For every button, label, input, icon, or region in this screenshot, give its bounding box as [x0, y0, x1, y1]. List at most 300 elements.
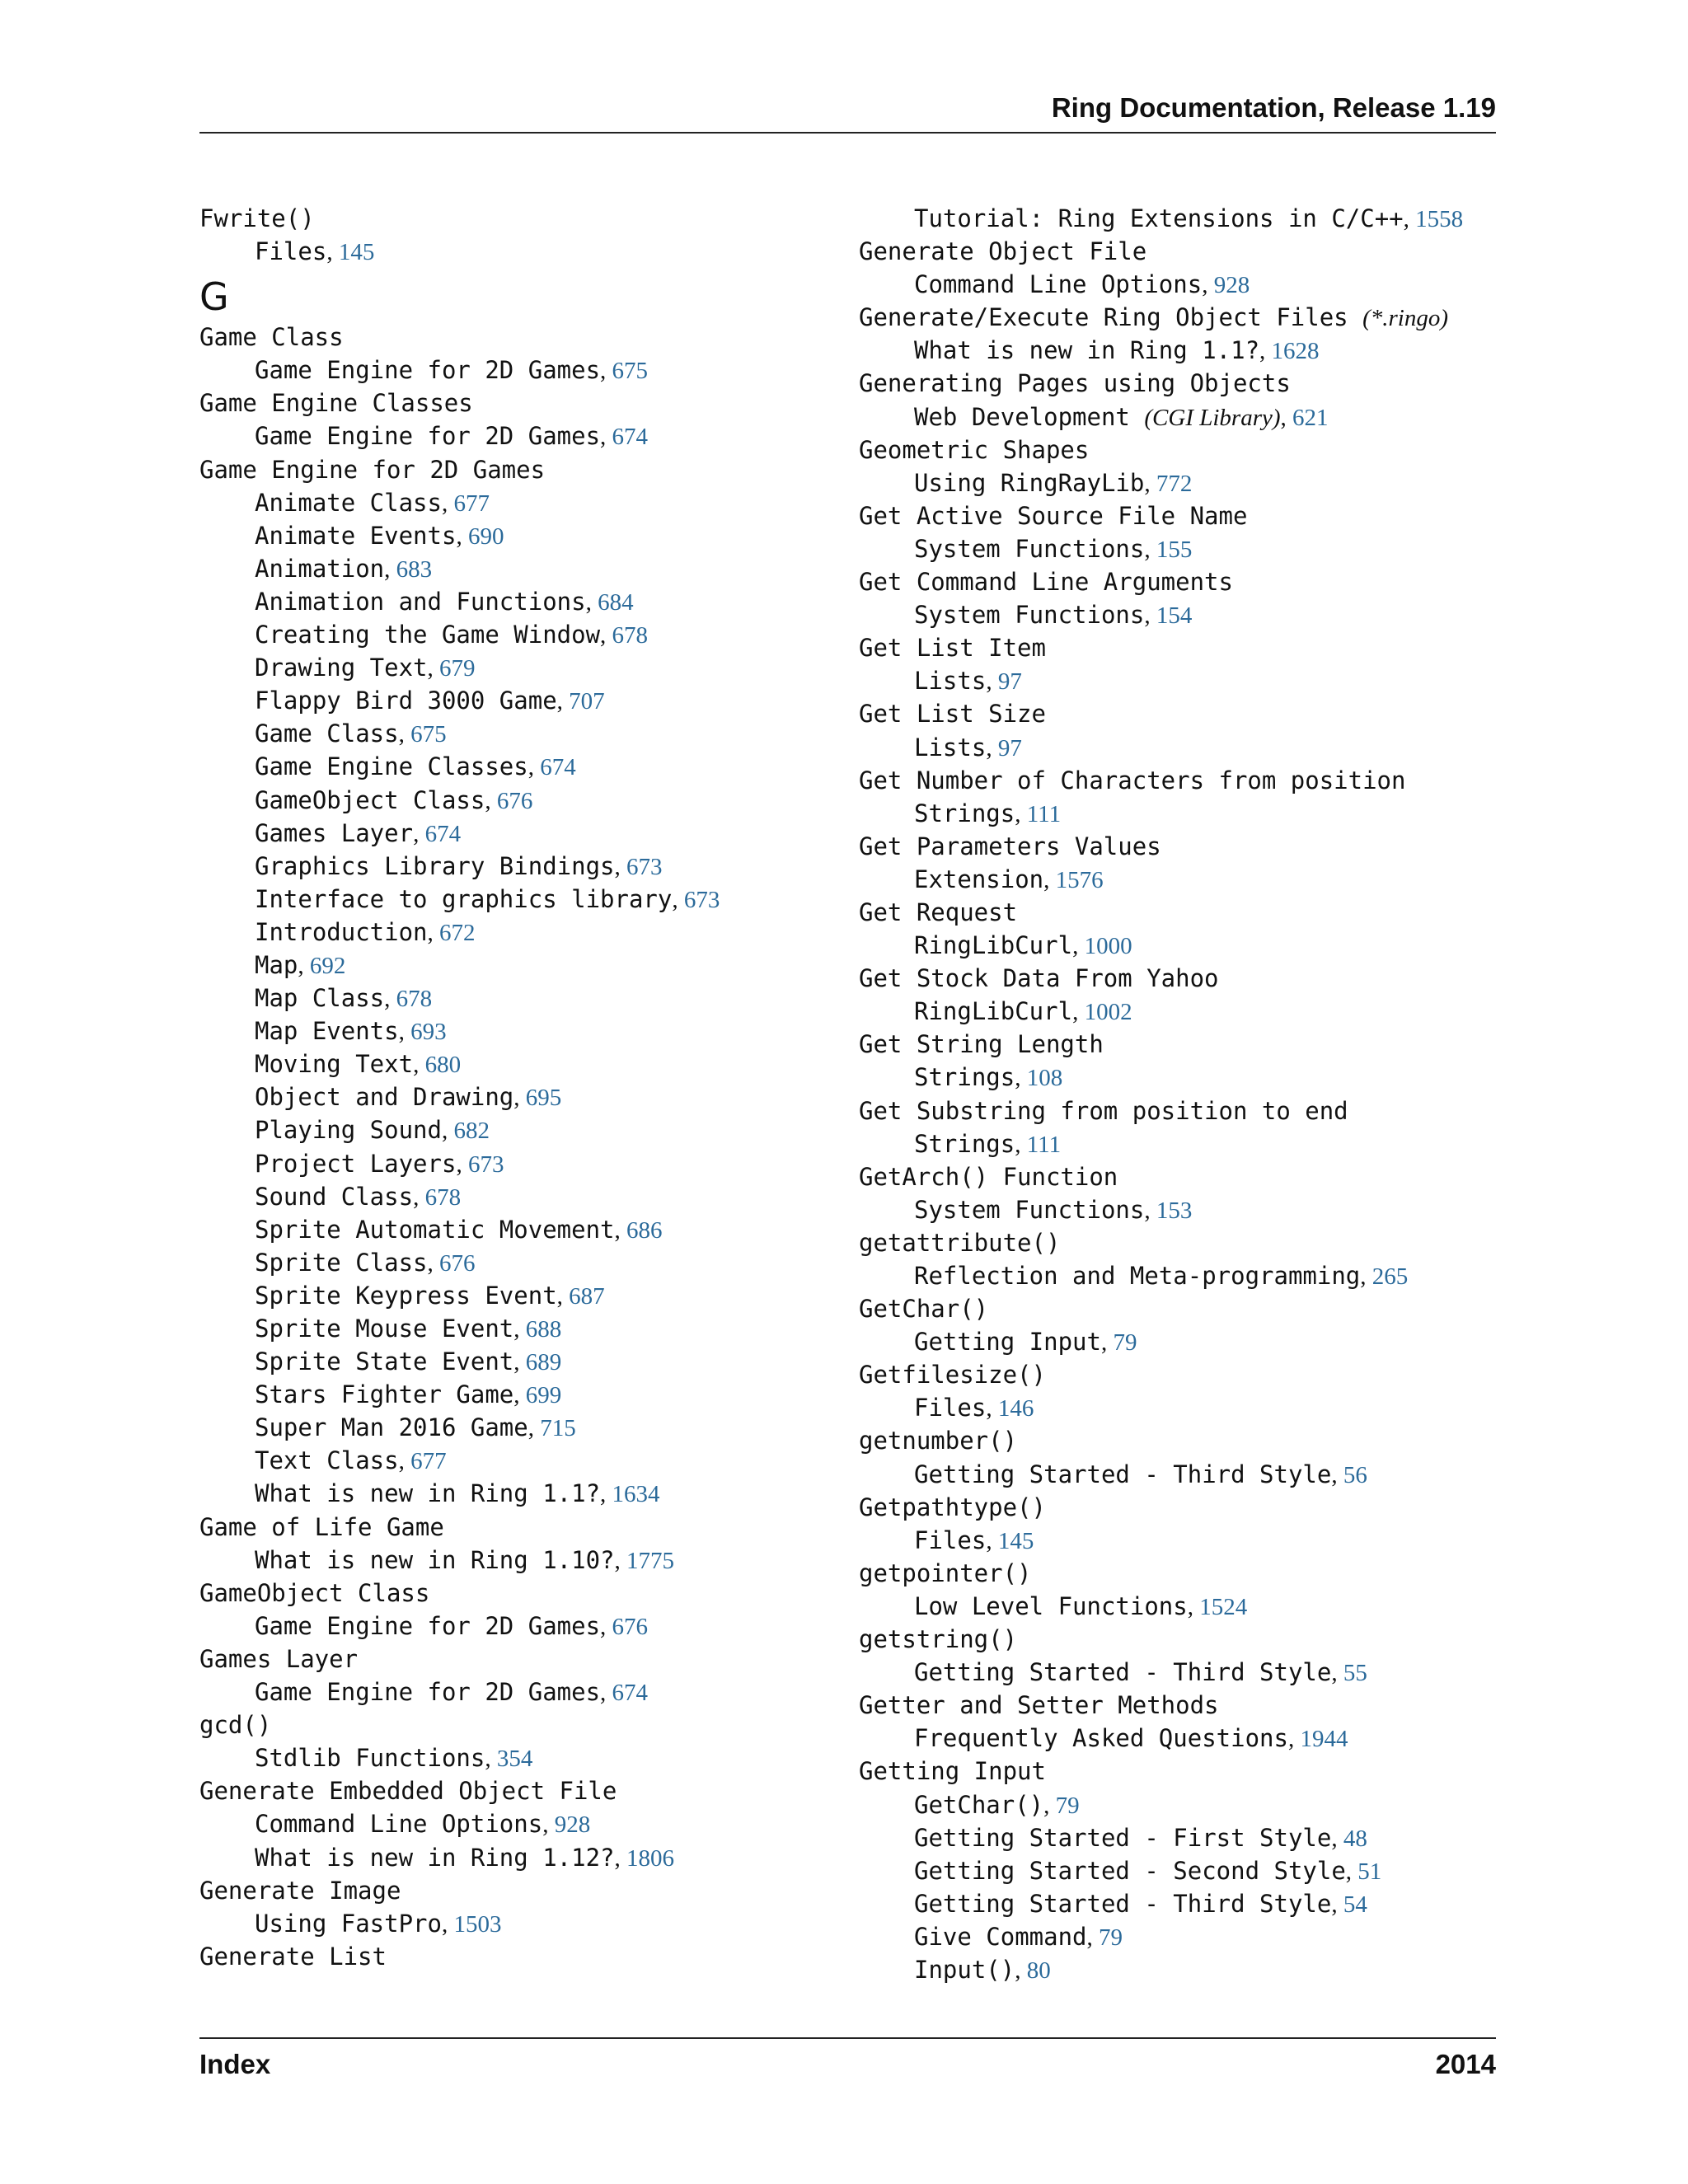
- entry-separator: ,: [485, 787, 497, 814]
- index-subentry: [859, 1391, 1502, 1424]
- index-subentry: [199, 1279, 834, 1312]
- index-subentry: [859, 1061, 1502, 1094]
- entry-term: Drawing Text: [255, 654, 428, 682]
- entry-term: Extension: [914, 865, 1044, 893]
- page-link[interactable]: 683: [396, 555, 433, 583]
- entry-separator: ,: [986, 734, 998, 762]
- index-subentry: [199, 1147, 834, 1180]
- index-subentry: [859, 1854, 1502, 1887]
- entry-separator: ,: [1202, 272, 1214, 299]
- index-subentry: [199, 651, 834, 684]
- index-entry: [859, 1689, 1502, 1722]
- index-subentry: [199, 1841, 834, 1874]
- index-subentry: [199, 419, 834, 452]
- page-link[interactable]: 689: [525, 1349, 562, 1376]
- index-column-left: [199, 202, 834, 1973]
- entry-term: Super Man 2016 Game: [255, 1413, 528, 1442]
- index-entry: [859, 1028, 1502, 1061]
- index-subentry: [199, 486, 834, 519]
- entry-term: Lists: [914, 667, 987, 696]
- entry-separator: ,: [986, 1395, 998, 1422]
- entry-separator: ,: [513, 1382, 526, 1409]
- entry-separator: ,: [441, 1910, 454, 1938]
- page-link[interactable]: 154: [1156, 602, 1193, 630]
- index-subentry: [199, 1610, 834, 1643]
- index-entry: [859, 1557, 1502, 1590]
- page-link[interactable]: 676: [439, 1249, 476, 1277]
- index-subentry: [859, 334, 1502, 367]
- page-link[interactable]: 155: [1156, 536, 1193, 563]
- index-subentry: [199, 585, 834, 618]
- entry-separator: ,: [1086, 1924, 1100, 1951]
- entry-separator: ,: [986, 1527, 998, 1554]
- entry-term: Get Stock Data From Yahoo: [859, 964, 1219, 993]
- entry-term: Files: [914, 1526, 987, 1554]
- entry-term: Getting Started - Third Style: [914, 1889, 1332, 1918]
- index-entry: [859, 896, 1502, 929]
- page-link[interactable]: 1806: [626, 1844, 674, 1872]
- index-entry: [199, 1940, 834, 1973]
- entry-separator: ,: [614, 1844, 626, 1872]
- entry-separator: ,: [600, 1613, 612, 1640]
- entry-separator: ,: [1360, 1263, 1372, 1290]
- footer-page-number: 2014: [1435, 2049, 1496, 2079]
- entry-term: Creating the Game Window: [255, 621, 601, 649]
- page-link[interactable]: 79: [1099, 1924, 1123, 1951]
- index-subentry: [199, 750, 834, 783]
- entry-term: Game Engine Classes: [255, 752, 528, 781]
- entry-separator: ,: [384, 986, 396, 1013]
- entry-term: Interface to graphics library: [255, 884, 673, 913]
- index-entry: [199, 321, 834, 354]
- entry-term: Get List Item: [859, 634, 1046, 663]
- index-subentry: [199, 1544, 834, 1577]
- entry-term: Animate Events: [255, 521, 457, 550]
- entry-term: Getfilesize(): [859, 1361, 1046, 1390]
- entry-term: GetChar(): [859, 1295, 989, 1324]
- entry-term: Getting Input: [914, 1328, 1101, 1357]
- entry-separator: ,: [1187, 1593, 1200, 1620]
- entry-term: Games Layer: [199, 1644, 359, 1673]
- index-subentry: [199, 1411, 834, 1444]
- index-entry: [859, 830, 1502, 863]
- index-entry: [199, 387, 834, 419]
- page-link[interactable]: 146: [997, 1395, 1034, 1422]
- page-link[interactable]: 97: [997, 668, 1022, 696]
- index-subentry: [859, 664, 1502, 697]
- index-subentry: [199, 982, 834, 1015]
- entry-term: Map Class: [255, 984, 385, 1013]
- page-link[interactable]: 48: [1343, 1825, 1367, 1852]
- page-link[interactable]: 928: [1213, 272, 1250, 299]
- index-subentry: [199, 1807, 834, 1840]
- entry-separator: ,: [456, 523, 468, 550]
- entry-term: Get Parameters Values: [859, 832, 1161, 860]
- page-link[interactable]: 928: [554, 1811, 591, 1839]
- page-link[interactable]: 679: [439, 655, 476, 682]
- page-link[interactable]: 674: [424, 820, 462, 847]
- page-link[interactable]: 1503: [453, 1910, 502, 1938]
- page-link[interactable]: 80: [1026, 1957, 1051, 1984]
- page-link[interactable]: 111: [1026, 800, 1062, 827]
- index-subentry: [859, 1788, 1502, 1821]
- entry-separator: ,: [427, 1249, 440, 1277]
- index-subentry: [859, 1524, 1502, 1557]
- index-subentry: [859, 1193, 1502, 1226]
- page-link[interactable]: 1775: [626, 1547, 674, 1574]
- page-link[interactable]: 715: [540, 1415, 576, 1442]
- entry-separator: ,: [1043, 1792, 1056, 1819]
- entry-term: GetChar(): [914, 1790, 1044, 1819]
- entry-separator: ,: [556, 688, 570, 715]
- entry-term: GetArch() Function: [859, 1162, 1118, 1191]
- entry-separator: ,: [1144, 1197, 1156, 1224]
- entry-term: Game Class: [255, 719, 399, 748]
- entry-term: Map: [255, 950, 298, 979]
- index-subentry: [199, 949, 834, 982]
- page-link[interactable]: 1634: [612, 1481, 660, 1508]
- index-subentry: [199, 519, 834, 552]
- entry-term: getattribute(): [859, 1228, 1061, 1257]
- page-link[interactable]: 707: [569, 688, 605, 715]
- entry-term: Generate List: [199, 1942, 387, 1971]
- entry-separator: ,: [600, 358, 612, 385]
- entry-term: Sprite Class: [255, 1248, 428, 1277]
- entry-term: Web Development: [914, 402, 1130, 431]
- entry-term: Files: [914, 1394, 987, 1422]
- entry-separator: ,: [1331, 1891, 1343, 1918]
- page-link[interactable]: 699: [525, 1382, 562, 1409]
- entry-term: Game of Life Game: [199, 1512, 444, 1541]
- entry-separator: ,: [614, 1216, 626, 1244]
- index-subentry: [859, 1656, 1502, 1689]
- page-link[interactable]: 108: [1026, 1065, 1063, 1092]
- index-subentry: [859, 1821, 1502, 1854]
- entry-term: gcd(): [199, 1711, 272, 1740]
- entry-separator: ,: [298, 952, 310, 979]
- index-entry: [199, 1643, 834, 1675]
- entry-term: Using FastPro: [255, 1909, 442, 1938]
- index-subentry: [199, 784, 834, 817]
- index-subentry: [199, 1345, 834, 1378]
- entry-term: Flappy Bird 3000 Game: [255, 687, 557, 715]
- page-link[interactable]: 111: [1026, 1131, 1062, 1158]
- index-subentry: [859, 401, 1502, 434]
- entry-term: Get Number of Characters from position: [859, 766, 1406, 794]
- entry-term: RingLibCurl: [914, 931, 1073, 960]
- entry-term: What is new in Ring 1.12?: [255, 1843, 615, 1872]
- entry-separator: ,: [1403, 206, 1416, 232]
- entry-separator: ,: [585, 588, 598, 616]
- entry-term: Get Substring from position to end: [859, 1096, 1348, 1125]
- index-entry: [199, 1577, 834, 1610]
- page-link[interactable]: 676: [612, 1613, 649, 1640]
- page-link[interactable]: 1524: [1199, 1593, 1248, 1620]
- index-subentry: [859, 929, 1502, 962]
- entry-term: Sound Class: [255, 1182, 414, 1211]
- index-entry: [859, 962, 1502, 995]
- index-entry: [199, 202, 834, 235]
- page-link[interactable]: 55: [1343, 1660, 1367, 1687]
- index-subentry: [859, 1259, 1502, 1292]
- page-link[interactable]: 1628: [1271, 338, 1320, 365]
- index-entry: [859, 1160, 1502, 1193]
- page-link[interactable]: 678: [396, 986, 433, 1013]
- entry-term: Get Active Source File Name: [859, 501, 1248, 530]
- page-link[interactable]: 79: [1113, 1329, 1137, 1357]
- entry-term: Get Request: [859, 898, 1018, 926]
- entry-separator: ,: [556, 1282, 570, 1310]
- entry-separator: ,: [513, 1085, 526, 1112]
- entry-term: Sprite Mouse Event: [255, 1315, 514, 1343]
- entry-term: getnumber(): [859, 1427, 1018, 1455]
- entry-separator: ,: [398, 1019, 411, 1046]
- page-link[interactable]: 693: [410, 1019, 447, 1046]
- entry-term: Low Level Functions: [914, 1591, 1188, 1620]
- page-link[interactable]: 772: [1156, 470, 1193, 497]
- entry-separator: ,: [513, 1349, 526, 1376]
- page-link[interactable]: 51: [1357, 1858, 1382, 1885]
- index-subentry: [199, 552, 834, 585]
- index-subentry: [199, 1741, 834, 1774]
- page-link[interactable]: 677: [410, 1448, 447, 1475]
- index-entry: [199, 1774, 834, 1807]
- index-subentry: [199, 883, 834, 916]
- entry-term: getstring(): [859, 1625, 1018, 1654]
- page-link[interactable]: 1002: [1084, 999, 1132, 1026]
- entry-term: Reflection and Meta-programming: [914, 1262, 1361, 1290]
- entry-term: Strings: [914, 1063, 1015, 1092]
- page-link[interactable]: 676: [496, 787, 533, 814]
- index-entry: [859, 1292, 1502, 1325]
- page-link[interactable]: 673: [683, 886, 720, 913]
- index-subentry: [859, 1127, 1502, 1160]
- entry-term: Graphics Library Bindings: [255, 851, 615, 880]
- index-entry: [859, 1424, 1502, 1457]
- page-link[interactable]: 79: [1055, 1792, 1080, 1819]
- page-link[interactable]: 145: [338, 239, 375, 266]
- entry-term: Get String Length: [859, 1030, 1104, 1059]
- entry-term: Object and Drawing: [255, 1083, 514, 1112]
- index-entry: [199, 1874, 834, 1907]
- entry-term: Games Layer: [255, 818, 414, 847]
- page-link[interactable]: 678: [424, 1183, 462, 1211]
- entry-separator: ,: [326, 239, 339, 266]
- entry-separator: ,: [398, 721, 411, 748]
- entry-term: Playing Sound: [255, 1116, 442, 1145]
- index-subentry: [199, 1312, 834, 1345]
- page-link[interactable]: 686: [626, 1216, 663, 1244]
- entry-term: System Functions: [914, 534, 1145, 563]
- page-footer: [199, 2037, 1496, 2088]
- entry-term: Getter and Setter Methods: [859, 1691, 1219, 1720]
- index-entry: [859, 1226, 1502, 1259]
- entry-term: Animate Class: [255, 488, 442, 517]
- page-link[interactable]: 1944: [1300, 1726, 1348, 1753]
- entry-separator: ,: [427, 919, 440, 946]
- page-link[interactable]: 354: [496, 1746, 533, 1773]
- page-link[interactable]: 684: [598, 588, 634, 616]
- entry-term: What is new in Ring 1.1?: [255, 1479, 601, 1508]
- entry-separator: ,: [398, 1448, 411, 1475]
- entry-term: Game Class: [199, 323, 344, 352]
- entry-term: Game Engine for 2D Games: [199, 455, 546, 484]
- index-subentry: [199, 1113, 834, 1146]
- entry-term: Stdlib Functions: [255, 1744, 485, 1773]
- page-link[interactable]: 690: [467, 523, 504, 550]
- section-letter: G: [199, 274, 229, 320]
- page-link[interactable]: 682: [453, 1118, 490, 1145]
- entry-term: Strings: [914, 799, 1015, 827]
- page-link[interactable]: 673: [467, 1151, 504, 1178]
- index-subentry: [199, 618, 834, 651]
- page-link[interactable]: 56: [1343, 1461, 1367, 1488]
- entry-term: Get Command Line Arguments: [859, 568, 1233, 597]
- index-subentry: [199, 1444, 834, 1477]
- entry-separator: ,: [542, 1811, 555, 1839]
- page-link[interactable]: 678: [612, 622, 649, 649]
- entry-term: Text Class: [255, 1446, 399, 1475]
- index-subentry: [199, 1213, 834, 1246]
- entry-term: Command Line Options: [255, 1810, 543, 1839]
- index-subentry: [859, 1887, 1502, 1920]
- entry-separator: ,: [528, 754, 541, 781]
- entry-term: System Functions: [914, 1195, 1145, 1224]
- entry-separator: ,: [986, 668, 998, 696]
- entry-separator: ,: [672, 886, 684, 913]
- entry-term: GameObject Class: [255, 785, 485, 814]
- index-entry: [859, 1358, 1502, 1391]
- index-entry: [859, 1094, 1502, 1127]
- page-link[interactable]: 673: [626, 853, 663, 880]
- entry-term: Give Command: [914, 1922, 1087, 1951]
- entry-term: Command Line Options: [914, 270, 1203, 299]
- page-header: [199, 89, 1496, 134]
- index-entry: [199, 453, 834, 486]
- entry-separator: ,: [1331, 1825, 1343, 1852]
- page-link[interactable]: 1576: [1055, 866, 1104, 893]
- index-entry: [859, 697, 1502, 730]
- page-link[interactable]: 1000: [1084, 933, 1132, 960]
- page-link[interactable]: 688: [525, 1316, 562, 1343]
- footer-section: Index: [199, 2049, 271, 2079]
- page-link[interactable]: 672: [439, 919, 476, 946]
- entry-term: Animation: [255, 554, 385, 583]
- entry-separator: ,: [614, 1547, 626, 1574]
- index-subentry: [859, 1590, 1502, 1623]
- index-subentry: [199, 850, 834, 883]
- index-subentry: [199, 1015, 834, 1047]
- entry-separator: ,: [600, 424, 612, 451]
- document-title: Ring Documentation, Release 1.19: [1051, 92, 1496, 123]
- entry-term: Map Events: [255, 1017, 399, 1046]
- index-entry: [859, 1623, 1502, 1656]
- index-entry: [859, 434, 1502, 466]
- entry-term: Sprite Keypress Event: [255, 1281, 557, 1310]
- index-entry: [199, 1708, 834, 1741]
- entry-separator: ,: [1280, 404, 1293, 431]
- entry-separator: ,: [1345, 1858, 1358, 1885]
- page-link[interactable]: 153: [1156, 1197, 1193, 1224]
- entry-term: Getting Started - Third Style: [914, 1658, 1332, 1687]
- page-link[interactable]: 674: [612, 1680, 649, 1707]
- page-link[interactable]: 621: [1292, 404, 1329, 431]
- index-entry: [859, 235, 1502, 268]
- page-link[interactable]: 675: [410, 721, 447, 748]
- entry-term: Generate Object File: [859, 237, 1147, 266]
- entry-term: Get List Size: [859, 700, 1046, 729]
- entry-term: Getting Started - Third Style: [914, 1460, 1332, 1488]
- index-subentry: [199, 916, 834, 949]
- entry-term: Generate/Execute Ring Object Files: [859, 303, 1348, 332]
- index-subentry: [859, 797, 1502, 830]
- entry-term: Getting Started - First Style: [914, 1823, 1332, 1852]
- entry-separator: ,: [427, 655, 440, 682]
- entry-term: Generating Pages using Objects: [859, 369, 1291, 398]
- entry-term: Lists: [914, 733, 987, 762]
- entry-term: Game Engine for 2D Games: [255, 1611, 601, 1640]
- entry-term: What is new in Ring 1.10?: [255, 1545, 615, 1574]
- index-entry: [859, 367, 1502, 400]
- index-subentry: [199, 1047, 834, 1080]
- index-subentry: [199, 817, 834, 850]
- entry-term: Tutorial: Ring Extensions in C/C++: [914, 204, 1404, 232]
- page-link[interactable]: 97: [997, 734, 1022, 762]
- entry-separator: ,: [1015, 1131, 1027, 1158]
- entry-term: GameObject Class: [199, 1578, 430, 1607]
- entry-separator: ,: [1043, 866, 1056, 893]
- entry-term: getpointer(): [859, 1558, 1032, 1587]
- page-link[interactable]: 674: [540, 754, 576, 781]
- index-subentry: [859, 1458, 1502, 1491]
- entry-term: Getting Input: [859, 1757, 1046, 1786]
- entry-term: Game Engine Classes: [199, 389, 473, 418]
- page-link[interactable]: 674: [612, 424, 649, 451]
- index-entry: [859, 1491, 1502, 1524]
- index-entry: [859, 1755, 1502, 1788]
- entry-separator: ,: [1015, 1957, 1027, 1984]
- entry-term: Animation and Functions: [255, 587, 586, 616]
- entry-separator: ,: [441, 490, 454, 517]
- page-link[interactable]: 675: [612, 358, 649, 385]
- entry-term: What is new in Ring 1.1?: [914, 336, 1260, 365]
- index-entry: [859, 499, 1502, 532]
- page-link[interactable]: 695: [525, 1085, 562, 1112]
- entry-separator: ,: [1072, 999, 1085, 1026]
- page-link[interactable]: 687: [569, 1282, 605, 1310]
- page-link[interactable]: 680: [424, 1052, 462, 1079]
- page-link[interactable]: 54: [1343, 1891, 1367, 1918]
- index-column-right: [859, 202, 1502, 1986]
- index-subentry: [199, 1080, 834, 1113]
- page-link[interactable]: 265: [1372, 1263, 1409, 1290]
- entry-term: Generate Embedded Object File: [199, 1777, 617, 1806]
- index-subentry: [199, 1246, 834, 1279]
- entry-separator: ,: [528, 1415, 541, 1442]
- entry-term: Input(): [914, 1955, 1015, 1984]
- page-link[interactable]: 145: [997, 1527, 1034, 1554]
- entry-separator: ,: [1144, 536, 1156, 563]
- entry-term: Getpathtype(): [859, 1493, 1046, 1521]
- index-entry: [859, 764, 1502, 797]
- entry-separator: ,: [1259, 338, 1272, 365]
- entry-term: Frequently Asked Questions: [914, 1724, 1288, 1753]
- page-link[interactable]: 1558: [1415, 206, 1464, 232]
- page-link[interactable]: 677: [453, 490, 490, 517]
- entry-separator: ,: [1144, 602, 1156, 630]
- page-link[interactable]: 692: [309, 952, 346, 979]
- entry-separator: ,: [441, 1118, 454, 1145]
